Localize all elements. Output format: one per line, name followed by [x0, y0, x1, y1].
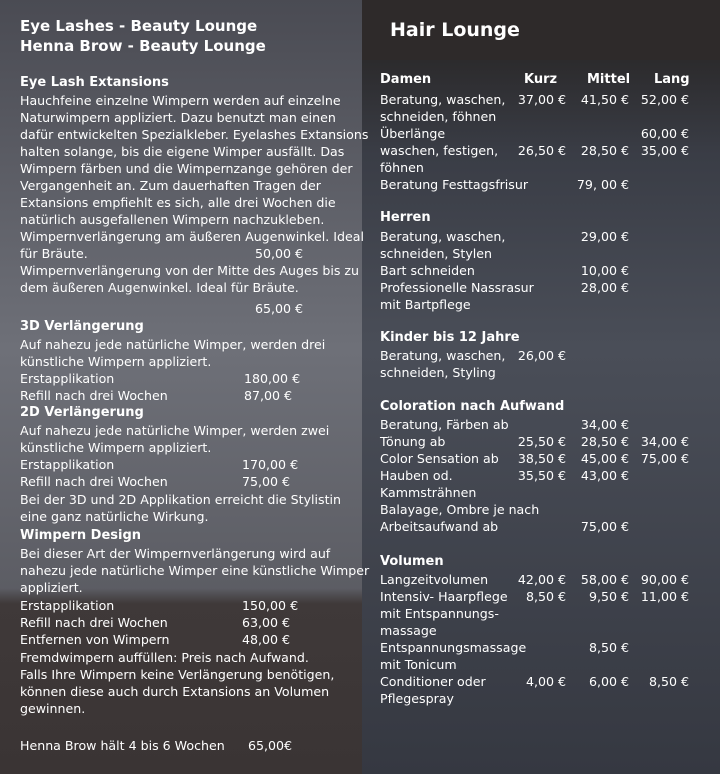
text-line: Wimpern färben und die Wimpernzange gehören der: [20, 161, 353, 176]
hair-row-label: Beratung, Färben ab: [380, 417, 509, 432]
text-line: Extansions empfiehlt es sich, alle drei Wochen die: [20, 195, 336, 210]
hair-price-mittel: 79, 00 €: [576, 177, 629, 192]
hair-price-mittel: 29,00 €: [580, 229, 629, 244]
hair-row-label: waschen, festigen,: [380, 143, 499, 158]
text-line: dem äußeren Augenwinkel. Ideal für Bräute.: [20, 280, 299, 295]
text-line: künstliche Wimpern appliziert.: [20, 440, 212, 455]
hair-row-label: Pflegespray: [380, 691, 454, 706]
price-item-label: Entfernen von Wimpern: [20, 632, 170, 647]
text-line: Bei der 3D und 2D Applikation erreicht die Stylistin: [20, 492, 342, 507]
text-line: Auf nahezu jede natürliche Wimper, werden zwei: [20, 423, 330, 438]
text-line: dafür entwickelten Spezialkleber. Eyelashes Extansions: [20, 127, 369, 142]
hair-row-label: schneiden, Styling: [380, 365, 496, 380]
text-line: Vergangenheit an. Zum dauerhaften Tragen der: [20, 178, 321, 193]
hair-price-lang: 35,00 €: [640, 143, 689, 158]
hair-row-label: Langzeitvolumen: [380, 572, 489, 587]
hair-price-mittel: 45,00 €: [580, 451, 629, 466]
hair-row-label: föhnen: [380, 160, 424, 175]
price-item-label: Refill nach drei Wochen: [20, 388, 168, 403]
hair-row-label: Bart schneiden: [380, 263, 475, 278]
price-item-label: Erstapplikation: [20, 457, 115, 472]
extensions-price-middle: 65,00 €: [255, 301, 304, 316]
section-heading-coloration: Coloration nach Aufwand: [380, 399, 565, 414]
hair-price-kurz: 26,00 €: [517, 348, 566, 363]
section-heading-design: Wimpern Design: [20, 528, 142, 543]
price-item-label: Refill nach drei Wochen: [20, 615, 168, 630]
text-line: eine ganz natürliche Wirkung.: [20, 509, 209, 524]
hair-row-label: Color Sensation ab: [380, 451, 499, 466]
column-header-mittel: Mittel: [587, 72, 631, 87]
page-title-eyelashes: Eye Lashes - Beauty Lounge: [20, 17, 258, 35]
hair-price-lang: 90,00 €: [640, 572, 689, 587]
hair-row-label: Tönung ab: [380, 434, 446, 449]
text-line: Falls Ihre Wimpern keine Verlängerung benötigen,: [20, 667, 335, 682]
hair-row-label: Conditioner oder: [380, 674, 486, 689]
price-item-value: 63,00 €: [242, 615, 291, 630]
extensions-price-outer: 50,00 €: [255, 246, 304, 261]
hair-row-label: Balayage, Ombre je nach: [380, 502, 540, 517]
hair-price-kurz: 26,50 €: [517, 143, 566, 158]
hair-price-lang: 8,50 €: [648, 674, 689, 689]
column-header-lang: Lang: [654, 72, 690, 87]
hair-price-kurz: 25,50 €: [517, 434, 566, 449]
hair-price-mittel: 10,00 €: [580, 263, 629, 278]
section-heading-herren: Herren: [380, 210, 431, 225]
henna-price: 65,00€: [248, 738, 293, 753]
price-item-value: 150,00 €: [242, 598, 299, 613]
hair-price-mittel: 9,50 €: [588, 589, 629, 604]
hair-row-label: Beratung, waschen,: [380, 348, 506, 363]
hair-price-lang: 75,00 €: [640, 451, 689, 466]
text-line: appliziert.: [20, 580, 83, 595]
price-item-label: Erstapplikation: [20, 598, 115, 613]
hair-row-label: Überlänge: [380, 126, 446, 141]
hair-price-kurz: 8,50 €: [525, 589, 566, 604]
text-line: können diese auch durch Extansions an Volumen: [20, 684, 330, 699]
hair-price-kurz: 35,50 €: [517, 468, 566, 483]
hair-row-label: Hauben od.: [380, 468, 453, 483]
column-header-kurz: Kurz: [524, 72, 558, 87]
section-heading-kinder: Kinder bis 12 Jahre: [380, 330, 520, 345]
hair-row-label: massage: [380, 623, 437, 638]
hair-row-label: Arbeitsaufwand ab: [380, 519, 499, 534]
text-line: halten solange, bis die eigene Wimper ausfällt. Das: [20, 144, 345, 159]
hair-price-kurz: 38,50 €: [517, 451, 566, 466]
page-title-henna: Henna Brow - Beauty Lounge: [20, 37, 266, 55]
hair-price-lang: 34,00 €: [640, 434, 689, 449]
text-line: gewinnen.: [20, 701, 86, 716]
text-line: Hauchfeine einzelne Wimpern werden auf einzelne: [20, 93, 341, 108]
hair-row-label: mit Tonicum: [380, 657, 457, 672]
hair-price-mittel: 34,00 €: [580, 417, 629, 432]
hair-price-mittel: 8,50 €: [588, 640, 629, 655]
hair-row-label: Beratung, waschen,: [380, 229, 506, 244]
hair-price-mittel: 58,00 €: [580, 572, 629, 587]
price-item-label: Erstapplikation: [20, 371, 115, 386]
hair-price-kurz: 4,00 €: [525, 674, 566, 689]
text-line: nahezu jede natürliche Wimper eine künstliche Wimper: [20, 563, 370, 578]
hair-price-kurz: 37,00 €: [517, 92, 566, 107]
section-heading-damen: Damen: [380, 72, 432, 87]
text-line: natürlich ausgefallenen Wimpern nachzukleben.: [20, 212, 325, 227]
text-line: Bei dieser Art der Wimpernverlängerung wird auf: [20, 546, 331, 561]
section-heading-volumen: Volumen: [380, 554, 444, 569]
hair-price-kurz: 42,00 €: [517, 572, 566, 587]
price-item-value: 170,00 €: [242, 457, 299, 472]
text-line: Wimpernverlängerung am äußeren Augenwinkel. Ideal: [20, 229, 364, 244]
hair-row-label: Intensiv- Haarpflege: [380, 589, 508, 604]
price-item-value: 87,00 €: [244, 388, 293, 403]
hair-row-label: Beratung Festtagsfrisur: [380, 177, 529, 192]
hair-price-lang: 60,00 €: [640, 126, 689, 141]
hair-price-mittel: 28,50 €: [580, 434, 629, 449]
section-heading-2d: 2D Verlängerung: [20, 405, 144, 420]
text-line: Wimpernverlängerung von der Mitte des Auges bis zu: [20, 263, 359, 278]
henna-label: Henna Brow hält 4 bis 6 Wochen: [20, 738, 225, 753]
hair-row-label: Professionelle Nassrasur: [380, 280, 534, 295]
hair-row-label: Entspannungsmassage: [380, 640, 527, 655]
price-item-value: 48,00 €: [242, 632, 291, 647]
hair-row-label: mit Entspannungs-: [380, 606, 499, 621]
hair-price-mittel: 28,00 €: [580, 280, 629, 295]
price-item-value: 75,00 €: [242, 474, 291, 489]
hair-lounge-title: Hair Lounge: [390, 19, 520, 41]
hair-row-label: Beratung, waschen,: [380, 92, 506, 107]
price-item-value: 180,00 €: [244, 371, 301, 386]
hair-price-mittel: 6,00 €: [588, 674, 629, 689]
text-line: für Bräute.: [20, 246, 88, 261]
price-item-label: Refill nach drei Wochen: [20, 474, 168, 489]
text-line: künstliche Wimpern appliziert.: [20, 354, 212, 369]
hair-row-label: mit Bartpflege: [380, 297, 471, 312]
text-line: Naturwimpern appliziert. Dazu benutzt man einen: [20, 110, 336, 125]
text-line: Fremdwimpern auffüllen: Preis nach Aufwand.: [20, 650, 309, 665]
hair-price-mittel: 43,00 €: [580, 468, 629, 483]
section-heading-3d: 3D Verlängerung: [20, 319, 144, 334]
hair-price-lang: 52,00 €: [640, 92, 689, 107]
hair-price-mittel: 28,50 €: [580, 143, 629, 158]
section-heading-extensions: Eye Lash Extansions: [20, 75, 169, 90]
hair-price-mittel: 75,00 €: [580, 519, 629, 534]
hair-row-label: Kammsträhnen: [380, 485, 477, 500]
hair-price-mittel: 41,50 €: [580, 92, 629, 107]
hair-price-lang: 11,00 €: [640, 589, 689, 604]
text-line: Auf nahezu jede natürliche Wimper, werden drei: [20, 337, 326, 352]
hair-row-label: schneiden, Stylen: [380, 246, 493, 261]
hair-row-label: schneiden, föhnen: [380, 109, 497, 124]
